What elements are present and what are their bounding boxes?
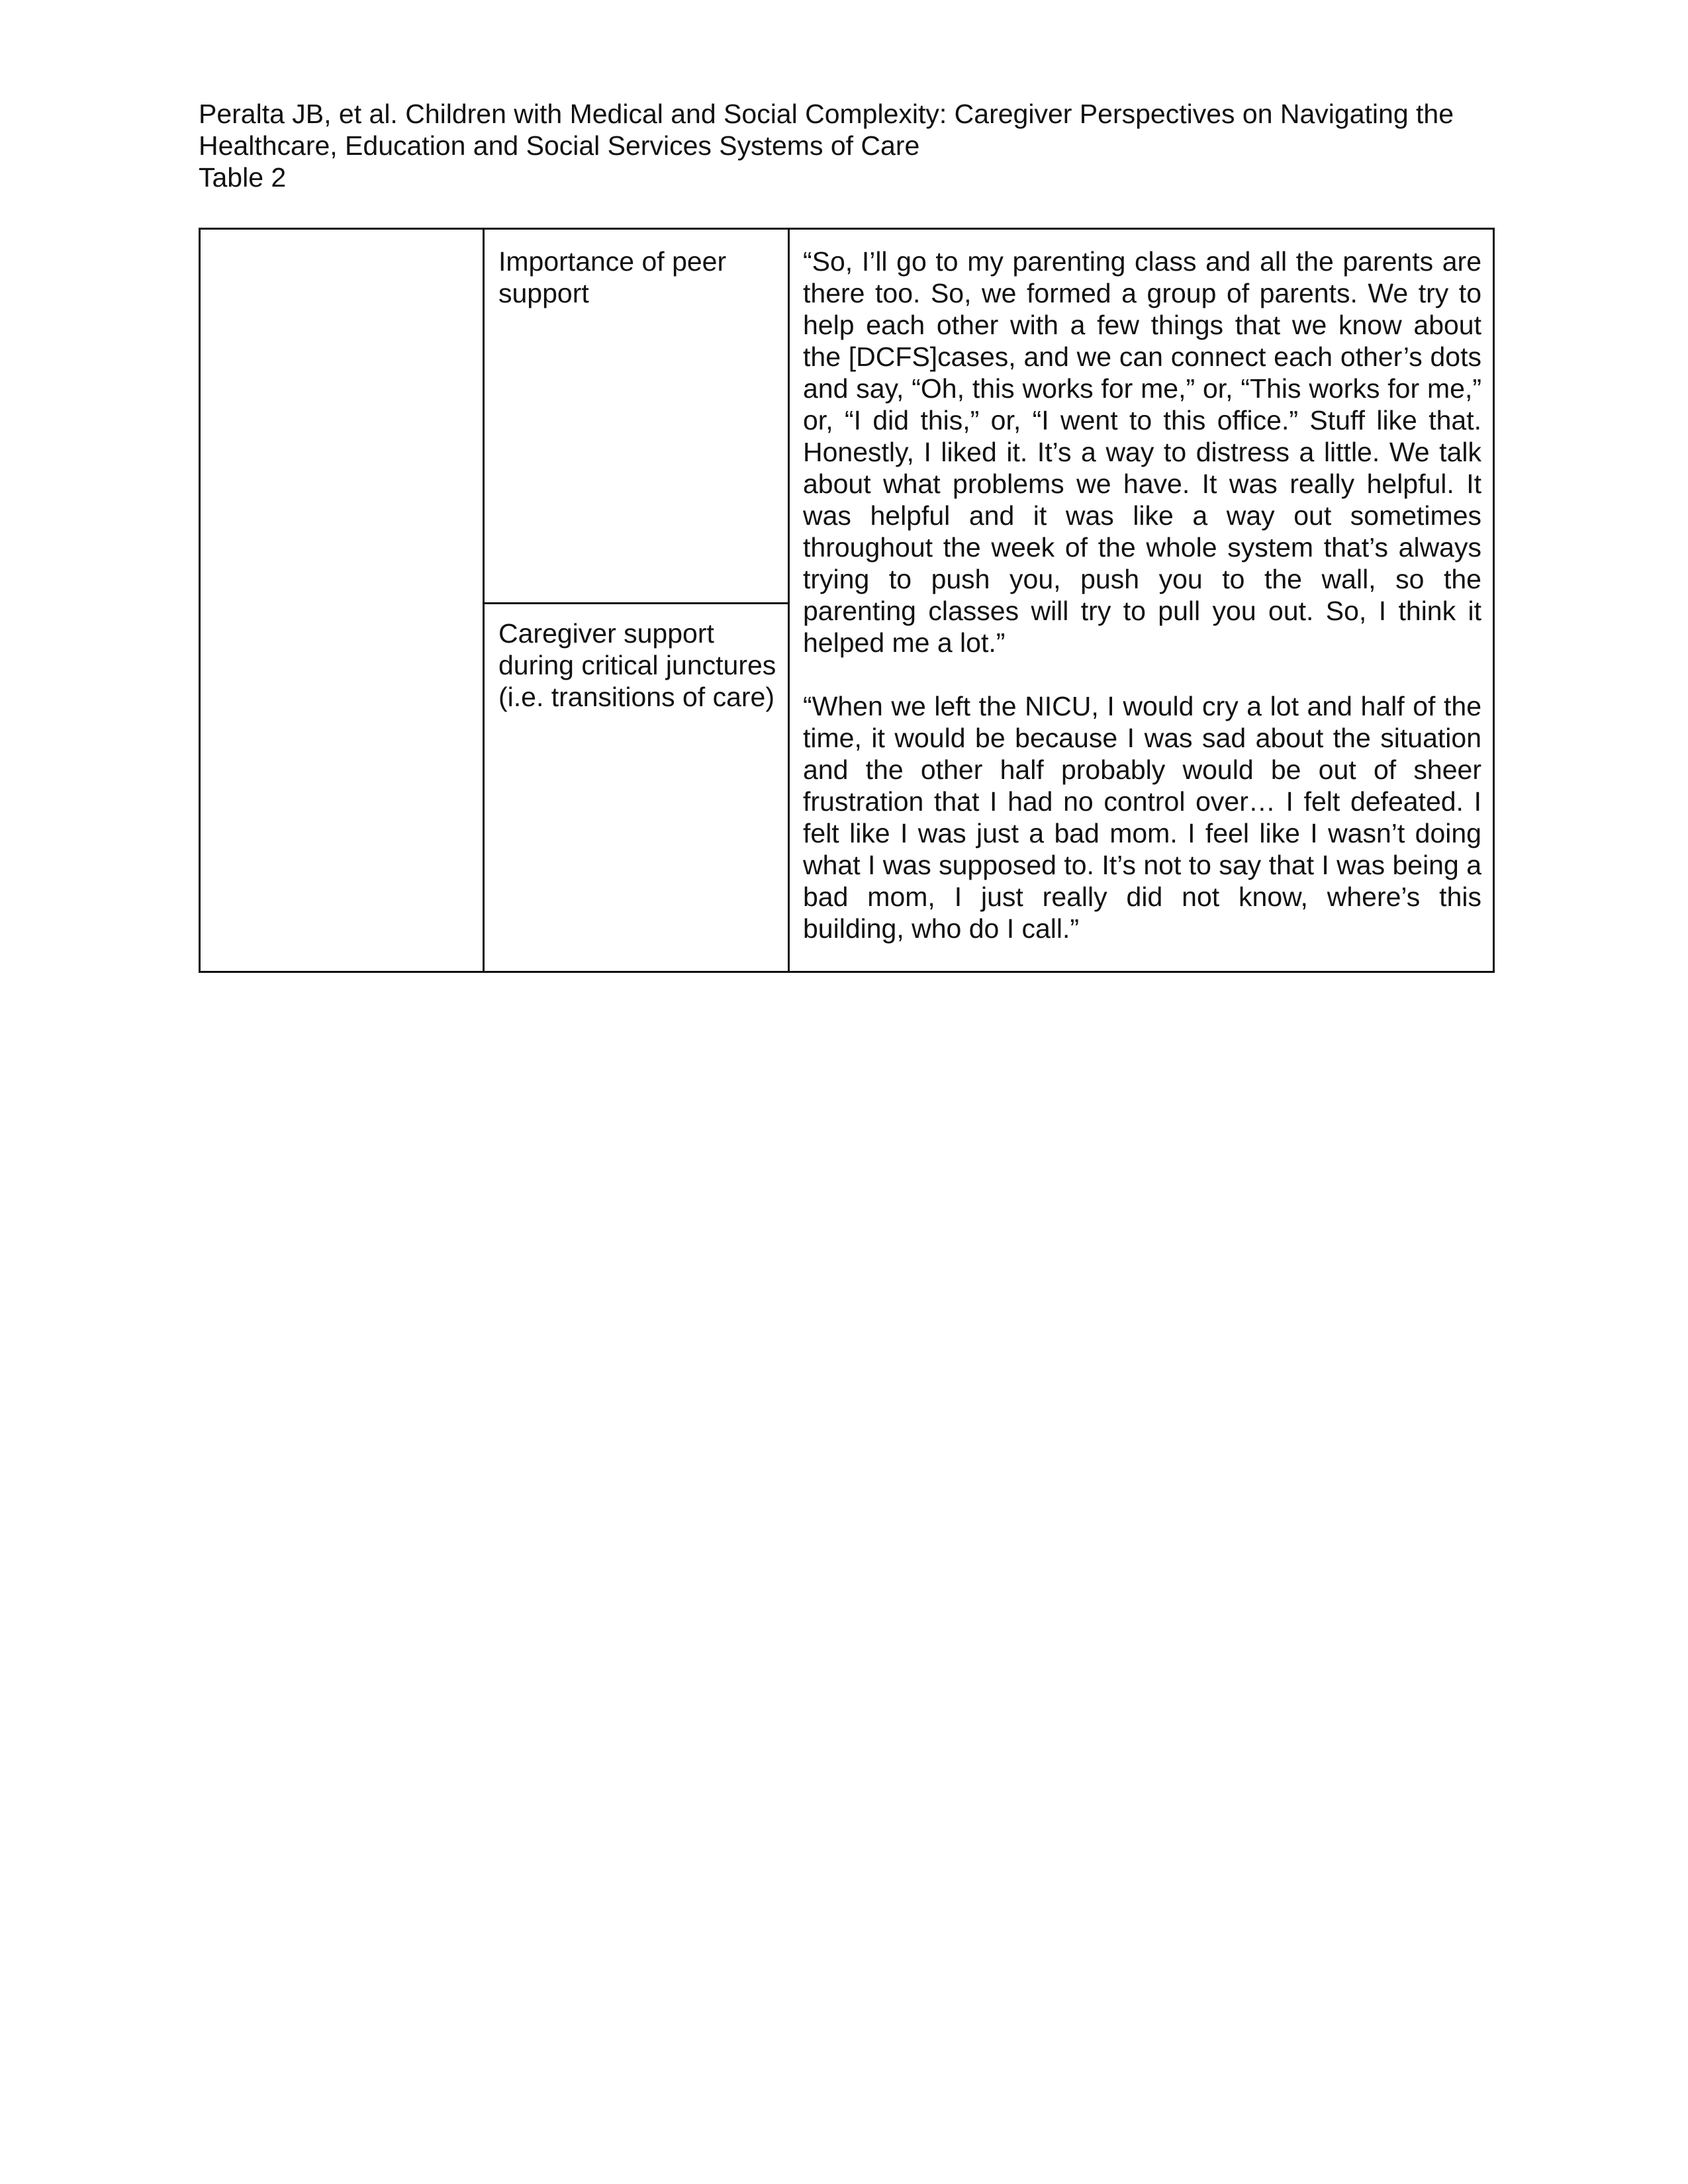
quote-peer-support: “So, I’ll go to my parenting class and all the parents are there too. So, we formed a group of parents. We try to help each other with a few things that we know about the [DCFS]cases, and we can connect each other’s dots and say, “Oh, this works for me,” or, “This works for me,” or, “I did this,” or, “I went to this office.” Stuff like that. Honestly, I liked it. It’s a way to distress a little. We talk about what problems we have. It was really helpful. It was helpful and it was like a way out sometimes throughout the week of the whole system that’s always trying to push you, push you to the wall, so the parenting classes will try to pull you out. So, I think it helped me a lot.” bbox=[803, 246, 1481, 658]
citation-line-1: Peralta JB, et al. Children with Medical and Social Complexity: Caregiver Perspectives on Navigating the bbox=[199, 99, 1454, 129]
table-row-divider bbox=[485, 602, 788, 604]
table-label: Table 2 bbox=[199, 162, 287, 193]
theme-caregiver-support: Caregiver support during critical junctures (i.e. transitions of care) bbox=[498, 618, 776, 712]
quote-nicu-transition: “When we left the NICU, I would cry a lot and half of the time, it would be because I was sad about the situation and the other half probably would be out of sheer frustration that I had no control over… I felt defeated. I felt like I was just a bad mom. I feel like I wasn’t doing what I was supposed to. It’s not to say that I was being a bad mom, I just really did not know, where’s this building, who do I call.” bbox=[803, 691, 1481, 944]
theme-peer-support: Importance of peer support bbox=[498, 246, 727, 308]
citation-line-2: Healthcare, Education and Social Services Systems of Care bbox=[199, 130, 920, 161]
table-column-divider bbox=[483, 230, 485, 971]
quotes-table bbox=[199, 228, 1495, 973]
table-column-divider bbox=[788, 230, 790, 971]
quotes-cell bbox=[803, 246, 1481, 944]
document-header bbox=[199, 98, 1496, 193]
